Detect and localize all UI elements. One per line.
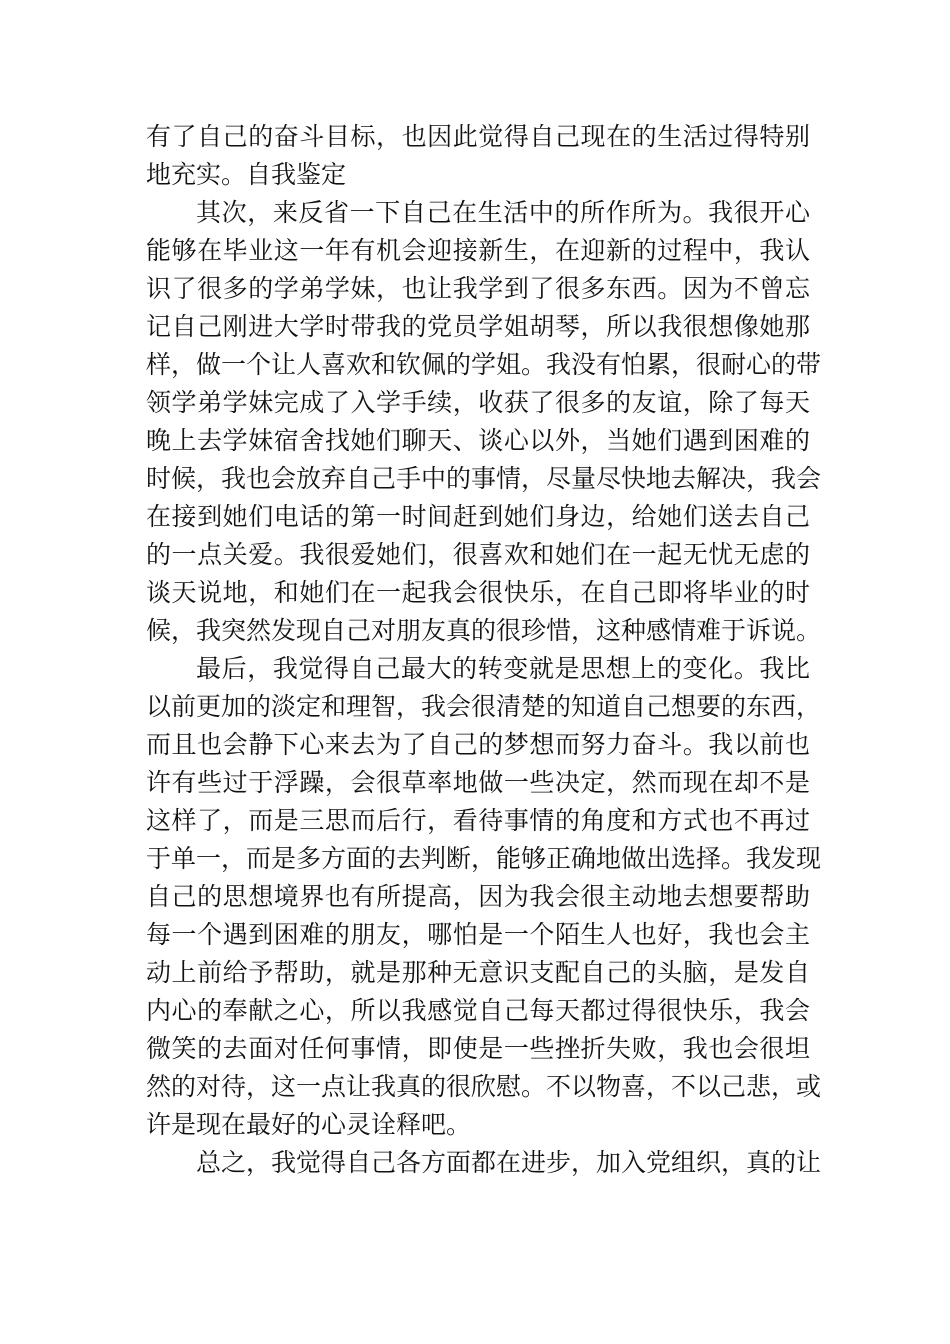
text-line: 谈天说地，和她们在一起我会很快乐，在自己即将毕业的时 xyxy=(146,578,810,607)
text-line: 自己的思想境界也有所提高，因为我会很主动地去想要帮助 xyxy=(146,882,810,911)
paragraph xyxy=(146,1144,822,1182)
text-line: 识了很多的学弟学妹，也让我学到了很多东西。因为不曾忘 xyxy=(146,274,810,303)
text-line: 许有些过于浮躁，会很草率地做一些决定，然而现在却不是 xyxy=(146,768,810,797)
document-body xyxy=(146,118,822,1182)
paragraph xyxy=(146,194,822,650)
text-line: 能够在毕业这一年有机会迎接新生，在迎新的过程中，我认 xyxy=(146,236,810,265)
text-line: 在接到她们电话的第一时间赶到她们身边，给她们送去自己 xyxy=(146,502,810,531)
text-line: 有了自己的奋斗目标，也因此觉得自己现在的生活过得特别 xyxy=(146,122,810,151)
text-line: 每一个遇到困难的朋友，哪怕是一个陌生人也好，我也会主 xyxy=(146,920,810,949)
text-line: 于单一，而是多方面的去判断，能够正确地做出选择。我发现 xyxy=(146,844,822,873)
text-line: 样，做一个让人喜欢和钦佩的学姐。我没有怕累，很耐心的带 xyxy=(146,350,822,379)
text-line: 晚上去学妹宿舍找她们聊天、谈心以外，当她们遇到困难的 xyxy=(146,426,810,455)
text-line: 许是现在最好的心灵诠释吧。 xyxy=(146,1110,472,1139)
text-line: 然的对待，这一点让我真的很欣慰。不以物喜，不以己悲，或 xyxy=(146,1072,822,1101)
text-line: 的一点关爱。我很爱她们，很喜欢和她们在一起无忧无虑的 xyxy=(146,540,810,569)
text-line: 最后，我觉得自己最大的转变就是思想上的变化。我比 xyxy=(196,654,810,683)
text-line: 而且也会静下心来去为了自己的梦想而努力奋斗。我以前也 xyxy=(146,730,810,759)
text-line: 候，我突然发现自己对朋友真的很珍惜，这种感情难于诉说。 xyxy=(146,616,822,645)
paragraph xyxy=(146,650,822,1144)
text-line: 以前更加的淡定和理智，我会很清楚的知道自己想要的东西， xyxy=(146,692,822,721)
text-line: 领学弟学妹完成了入学手续，收获了很多的友谊，除了每天 xyxy=(146,388,810,417)
text-line: 动上前给予帮助，就是那种无意识支配自己的头脑，是发自 xyxy=(146,958,810,987)
text-line: 内心的奉献之心，所以我感觉自己每天都过得很快乐，我会 xyxy=(146,996,810,1025)
text-line: 这样了，而是三思而后行，看待事情的角度和方式也不再过 xyxy=(146,806,810,835)
text-line: 记自己刚进大学时带我的党员学姐胡琴，所以我很想像她那 xyxy=(146,312,810,341)
text-line: 其次，来反省一下自己在生活中的所作所为。我很开心 xyxy=(196,198,810,227)
paragraph xyxy=(146,118,810,194)
text-line: 地充实。自我鉴定 xyxy=(146,160,347,189)
text-line: 微笑的去面对任何事情，即使是一些挫折失败，我也会很坦 xyxy=(146,1034,810,1063)
text-line: 总之，我觉得自己各方面都在进步，加入党组织，真的让 xyxy=(196,1148,822,1177)
text-line: 时候，我也会放弃自己手中的事情，尽量尽快地去解决，我会 xyxy=(146,464,822,493)
